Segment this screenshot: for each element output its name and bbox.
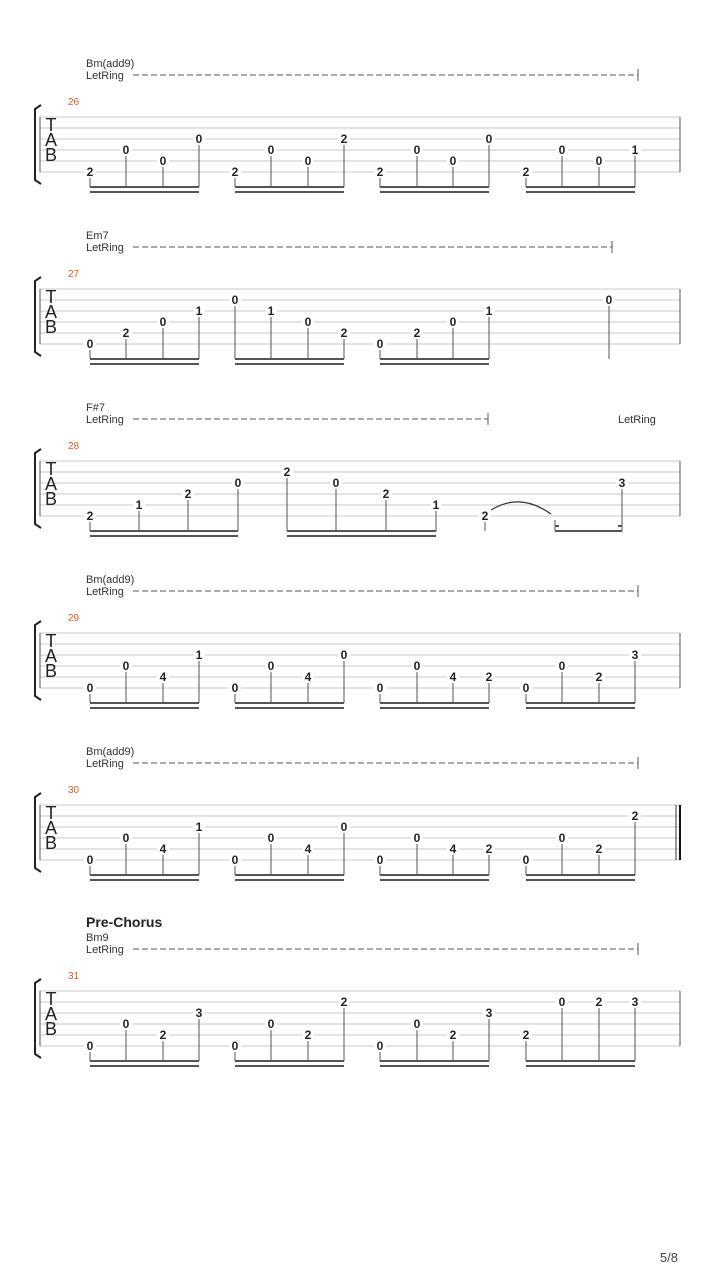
fret-number: 0: [413, 143, 421, 157]
fret-number: 0: [231, 853, 239, 867]
fret-number: 2: [122, 326, 130, 340]
fret-number: 0: [595, 154, 603, 168]
measure-number: 29: [68, 613, 80, 624]
fret-number: 2: [595, 995, 603, 1009]
fret-number: 0: [340, 648, 348, 662]
fret-number: 0: [413, 659, 421, 673]
fret-number: 0: [605, 293, 613, 307]
fret-number: 0: [413, 1017, 421, 1031]
fret-number: 2: [340, 326, 348, 340]
tab-clef-letter: T: [45, 631, 57, 651]
fret-number: 0: [304, 315, 312, 329]
fret-number: 0: [86, 1039, 94, 1053]
tab-clef-letter: B: [44, 317, 58, 337]
fret-number: 1: [267, 304, 275, 318]
fret-number: 0: [122, 1017, 130, 1031]
tab-system: [35, 402, 680, 536]
fret-number: 0: [231, 681, 239, 695]
fret-number: 2: [481, 509, 489, 523]
measure-number: 31: [68, 971, 80, 982]
fret-number: 2: [86, 165, 94, 179]
fret-number: 3: [195, 1006, 203, 1020]
fret-number: 2: [522, 1028, 530, 1042]
fret-number: 0: [159, 154, 167, 168]
section-label: Pre-Chorus: [86, 914, 163, 930]
fret-number: 1: [631, 143, 639, 157]
tab-clef-letter: A: [44, 474, 58, 494]
fret-number: 1: [135, 498, 143, 512]
measure-number: 30: [68, 785, 80, 796]
fret-number: 0: [122, 831, 130, 845]
tab-system: [35, 914, 680, 1066]
let-ring-label: LetRing: [86, 758, 124, 770]
fret-number: 1: [195, 648, 203, 662]
fret-number: 3: [631, 648, 639, 662]
fret-number: 2: [340, 995, 348, 1009]
fret-number: 0: [234, 476, 242, 490]
fret-number: 0: [522, 681, 530, 695]
let-ring-label: LetRing: [86, 944, 124, 956]
tab-clef-letter: B: [44, 489, 58, 509]
fret-number: 0: [267, 831, 275, 845]
fret-number: 0: [485, 132, 493, 146]
fret-number: 2: [231, 165, 239, 179]
fret-number: 0: [376, 853, 384, 867]
tab-clef-letter: T: [45, 115, 57, 135]
fret-number: 4: [304, 670, 312, 684]
fret-number: 2: [283, 465, 291, 479]
fret-number: 2: [304, 1028, 312, 1042]
fret-number: 0: [413, 831, 421, 845]
let-ring-label: LetRing: [86, 414, 124, 426]
fret-number: 0: [267, 143, 275, 157]
fret-number: 3: [485, 1006, 493, 1020]
tab-clef-letter: B: [44, 833, 58, 853]
fret-number: 0: [558, 143, 566, 157]
fret-number: 2: [86, 509, 94, 523]
fret-number: 0: [86, 681, 94, 695]
fret-number: 0: [558, 659, 566, 673]
fret-number: 2: [485, 670, 493, 684]
chord-name: Bm(add9): [86, 746, 135, 758]
fret-number: 0: [159, 315, 167, 329]
fret-number: 0: [558, 831, 566, 845]
page-number: 5/8: [659, 1250, 678, 1265]
fret-number: 4: [449, 670, 457, 684]
fret-number: 2: [413, 326, 421, 340]
let-ring-label: LetRing: [86, 70, 124, 82]
fret-number: 2: [340, 132, 348, 146]
chord-name: Bm(add9): [86, 58, 135, 70]
tab-clef-letter: B: [44, 145, 58, 165]
measure-number: 27: [68, 269, 80, 280]
tie-arc: [491, 502, 551, 514]
fret-number: 0: [86, 853, 94, 867]
tab-clef-letter: T: [45, 287, 57, 307]
measure-number: 26: [68, 97, 80, 108]
tab-system: [35, 574, 680, 708]
fret-number: 2: [159, 1028, 167, 1042]
fret-number: 0: [231, 1039, 239, 1053]
tab-clef-letter: A: [44, 1004, 58, 1024]
let-ring-label: LetRing: [86, 586, 124, 598]
tab-system: [35, 58, 680, 192]
fret-number: 2: [382, 487, 390, 501]
fret-number: 2: [595, 842, 603, 856]
tab-clef-letter: T: [45, 989, 57, 1009]
fret-number: 3: [618, 476, 626, 490]
chord-name: Bm9: [86, 932, 109, 944]
tab-clef-letter: A: [44, 646, 58, 666]
fret-number: 0: [267, 659, 275, 673]
measure-number: 28: [68, 441, 80, 452]
chord-name: Em7: [86, 230, 109, 242]
fret-number: 4: [159, 670, 167, 684]
fret-number: 2: [449, 1028, 457, 1042]
fret-number: 3: [631, 995, 639, 1009]
fret-number: 2: [376, 165, 384, 179]
fret-number: 4: [449, 842, 457, 856]
fret-number: 1: [432, 498, 440, 512]
fret-number: 2: [522, 165, 530, 179]
tab-system: [35, 230, 680, 364]
chord-name: F#7: [86, 402, 105, 414]
tab-clef-letter: B: [44, 661, 58, 681]
tab-clef-letter: A: [44, 818, 58, 838]
fret-number: 0: [195, 132, 203, 146]
fret-number: 1: [485, 304, 493, 318]
fret-number: 2: [485, 842, 493, 856]
tab-clef-letter: B: [44, 1019, 58, 1039]
fret-number: 4: [159, 842, 167, 856]
let-ring-label: LetRing: [86, 242, 124, 254]
fret-number: 0: [267, 1017, 275, 1031]
fret-number: 0: [376, 337, 384, 351]
fret-number: 0: [332, 476, 340, 490]
fret-number: 0: [449, 154, 457, 168]
tab-clef-letter: A: [44, 130, 58, 150]
fret-number: 0: [449, 315, 457, 329]
fret-number: 0: [86, 337, 94, 351]
let-ring-label: LetRing: [618, 414, 656, 426]
chord-name: Bm(add9): [86, 574, 135, 586]
fret-number: 4: [304, 842, 312, 856]
fret-number: 0: [231, 293, 239, 307]
fret-number: 0: [522, 853, 530, 867]
fret-number: 0: [376, 681, 384, 695]
tab-clef-letter: A: [44, 302, 58, 322]
fret-number: 0: [558, 995, 566, 1009]
tab-clef-letter: T: [45, 459, 57, 479]
fret-number: 0: [340, 820, 348, 834]
tab-system: [35, 746, 680, 880]
fret-number: 2: [595, 670, 603, 684]
tab-clef-letter: T: [45, 803, 57, 823]
fret-number: 1: [195, 820, 203, 834]
fret-number: 0: [122, 143, 130, 157]
fret-number: 2: [631, 809, 639, 823]
fret-number: 2: [184, 487, 192, 501]
fret-number: 0: [122, 659, 130, 673]
fret-number: 0: [304, 154, 312, 168]
fret-number: 0: [376, 1039, 384, 1053]
fret-number: 1: [195, 304, 203, 318]
